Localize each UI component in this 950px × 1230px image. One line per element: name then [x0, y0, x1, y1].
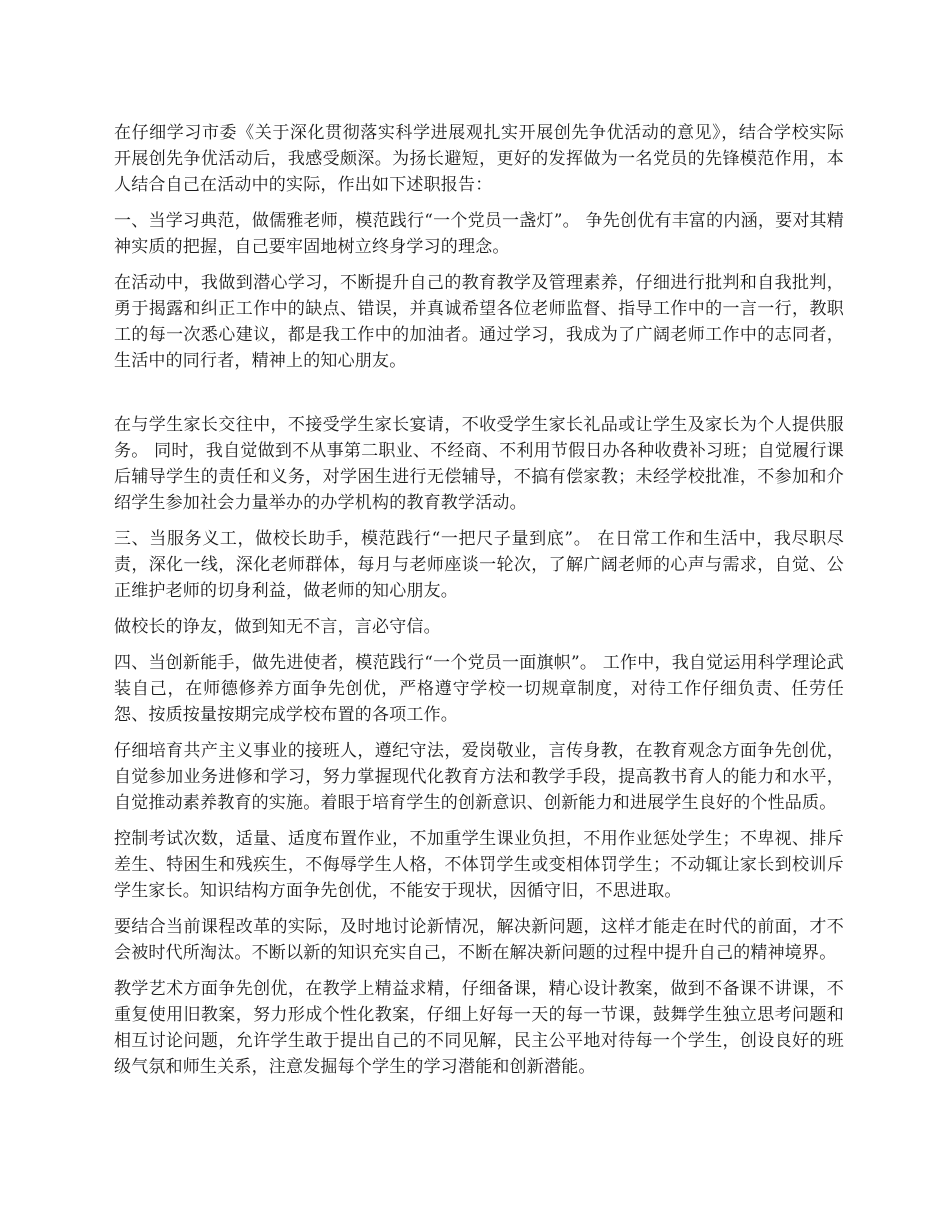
- paragraph-intro: 在仔细学习市委《关于深化贯彻落实科学进展观扎实开展创先争优活动的意见》，结合学校实际开展创先争优活动后，我感受颇深。为扬长避短，更好的发挥做为一名党员的先锋模范作用，本人结合自己在活动中的实际，作出如下述职报告：: [114, 123, 844, 195]
- paragraph-parents: 在与学生家长交往中，不接受学生家长宴请，不收受学生家长礼品或让学生及家长为个人提供服务。 同时，我自觉做到不从事第二职业、不经商、不利用节假日办各种收费补习班；自觉履行课后辅导学生的责任和义务，对学困生进行无偿辅导，不搞有偿家教；未经学校批准，不参加和介绍学生参加社会力量举办的办学机构的教育教学活动。: [114, 415, 844, 513]
- paragraph-section-four-heading: 四、当创新能手，做先进使者，模范践行“一个党员一面旗帜”。 工作中，我自觉运用科学理论武装自己，在师德修养方面争先创优，严格遵守学校一切规章制度，对待工作仔细负责、任劳任怨、按质按量按期完成学校布置的各项工作。: [114, 653, 844, 725]
- paragraph-gap: [114, 384, 844, 412]
- paragraph-teaching-art: 教学艺术方面争先创优，在教学上精益求精，仔细备课，精心设计教案，做到不备课不讲课，不重复使用旧教案，努力形成个性化教案，仔细上好每一天的每一节课，鼓舞学生独立思考问题和相互讨论问题，允许学生敢于提出自己的不同见解，民主公平地对待每一个学生，创设良好的班级气氛和师生关系，注意发掘每个学生的学习潜能和创新潜能。: [114, 979, 844, 1077]
- paragraph-advisor: 做校长的诤友，做到知无不言，言必守信。: [114, 617, 441, 637]
- document-body: [114, 120, 844, 1090]
- paragraph-exams: 控制考试次数，适量、适度布置作业，不加重学生课业负担，不用作业惩处学生；不卑视、排斥差生、特困生和残疾生，不侮辱学生人格，不体罚学生或变相体罚学生；不动辄让家长到校训斥学生家长。知识结构方面争先创优，不能安于现状，因循守旧，不思进取。: [114, 829, 844, 901]
- paragraph-section-three-heading: 三、当服务义工，做校长助手，模范践行“一把尺子量到底”。 在日常工作和生活中，我尽职尽责，深化一线，深化老师群体，每月与老师座谈一轮次，了解广阔老师的心声与需求，自觉、公正维护老师的切身利益，做老师的知心朋友。: [114, 529, 844, 601]
- paragraph-cultivation: 仔细培育共产主义事业的接班人，遵纪守法，爱岗敬业，言传身教，在教育观念方面争先创优，自觉参加业务进修和学习，努力掌握现代化教育方法和教学手段，提高教书育人的能力和水平，自觉推动素养教育的实施。着眼于培育学生的创新意识、创新能力和进展学生良好的个性品质。: [114, 741, 844, 813]
- paragraph-reform: 要结合当前课程改革的实际，及时地讨论新情况，解决新问题，这样才能走在时代的前面，才不会被时代所淘汰。不断以新的知识充实自己，不断在解决新问题的过程中提升自己的精神境界。: [114, 917, 844, 963]
- paragraph-study: 在活动中，我做到潜心学习，不断提升自己的教育教学及管理素养，仔细进行批判和自我批判，勇于揭露和纠正工作中的缺点、错误，并真诚希望各位老师监督、指导工作中的一言一行，教职工的每一次悉心建议，都是我工作中的加油者。通过学习，我成为了广阔老师工作中的志同者，生活中的同行者，精神上的知心朋友。: [114, 273, 844, 371]
- paragraph-section-one-heading: 一、当学习典范，做儒雅老师，模范践行“一个党员一盏灯”。 争先创优有丰富的内涵，要对其精神实质的把握，自己要牢固地树立终身学习的理念。: [114, 211, 844, 257]
